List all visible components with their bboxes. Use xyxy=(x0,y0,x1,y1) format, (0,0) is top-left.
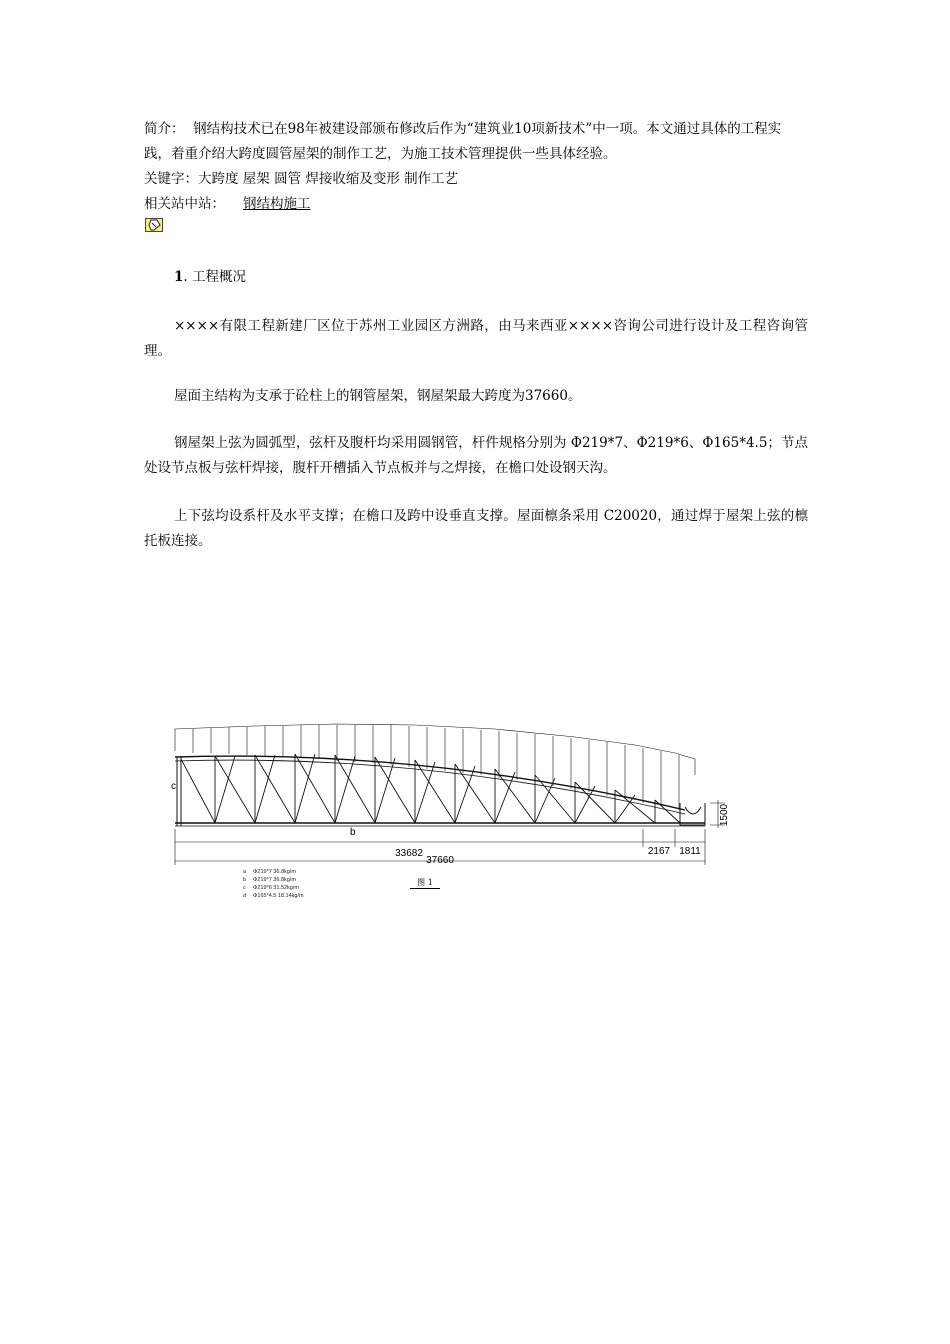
keywords-label: 关键字： xyxy=(144,171,198,187)
dim-total: 37660 xyxy=(426,855,454,866)
dim-mid: 2167 xyxy=(647,846,671,857)
edit-icon[interactable] xyxy=(145,218,163,232)
section-heading xyxy=(174,266,246,288)
dim-main: 33682 xyxy=(395,848,423,859)
section-title: . 工程概况 xyxy=(183,269,246,285)
intro-paragraph xyxy=(144,117,808,167)
legend-row: a Φ219*7 36.8kg/m xyxy=(243,869,296,875)
left-mark: c xyxy=(171,781,176,792)
intro-text: 钢结构技术已在98年被建设部颁布修改后作为“建筑业10项新技术”中一项。本文通过具体的工程实践，着重介绍大跨度圆管屋架的制作工艺，为施工技术管理提供一些具体经验。 xyxy=(144,121,782,162)
legend-row: b Φ219*7 36.8kg/m xyxy=(243,877,296,883)
keywords-line xyxy=(144,167,808,192)
related-link[interactable]: 钢结构施工 xyxy=(243,196,311,212)
paragraph-4: 上下弦均设系杆及水平支撑；在檐口及跨中设垂直支撑。屋面檩条采用 C20020，通过焊于屋架上弦的檩托板连接。 xyxy=(144,508,808,549)
section-number: 1 xyxy=(174,269,184,285)
paragraph-2: 屋面主结构为支承于砼柱上的钢管屋架，钢屋架最大跨度为37660。 xyxy=(174,388,582,404)
figure-caption: 图 1 xyxy=(410,878,440,889)
legend-row: d Φ165*4.5 18.14kg/m xyxy=(243,893,304,899)
legend-row: c Φ219*6 31.52kg/m xyxy=(243,885,299,891)
paragraph-1: ××××有限工程新建厂区位于苏州工业园区方洲路，由马来西亚××××咨询公司进行设计及工程咨询管理。 xyxy=(144,318,808,359)
web-members xyxy=(181,754,680,823)
bottom-mark: b xyxy=(350,827,356,838)
dim-end: 1811 xyxy=(679,846,701,857)
intro-label: 简介： xyxy=(144,121,185,137)
dim-height: 1500 xyxy=(719,803,730,827)
keywords-text: 大跨度 屋架 圆管 焊接收缩及变形 制作工艺 xyxy=(198,171,459,187)
related-label: 相关站中站： xyxy=(144,196,225,212)
member-legend xyxy=(243,868,304,900)
paragraph-3: 钢屋架上弦为圆弧型，弦杆及腹杆均采用圆钢管，杆件规格分别为 Φ219*7、Φ219*6、Φ165*4.5；节点处设节点板与弦杆焊接，腹杆开槽插入节点板并与之焊接，在檐口处设钢天沟。 xyxy=(144,435,808,476)
related-line xyxy=(144,192,808,217)
